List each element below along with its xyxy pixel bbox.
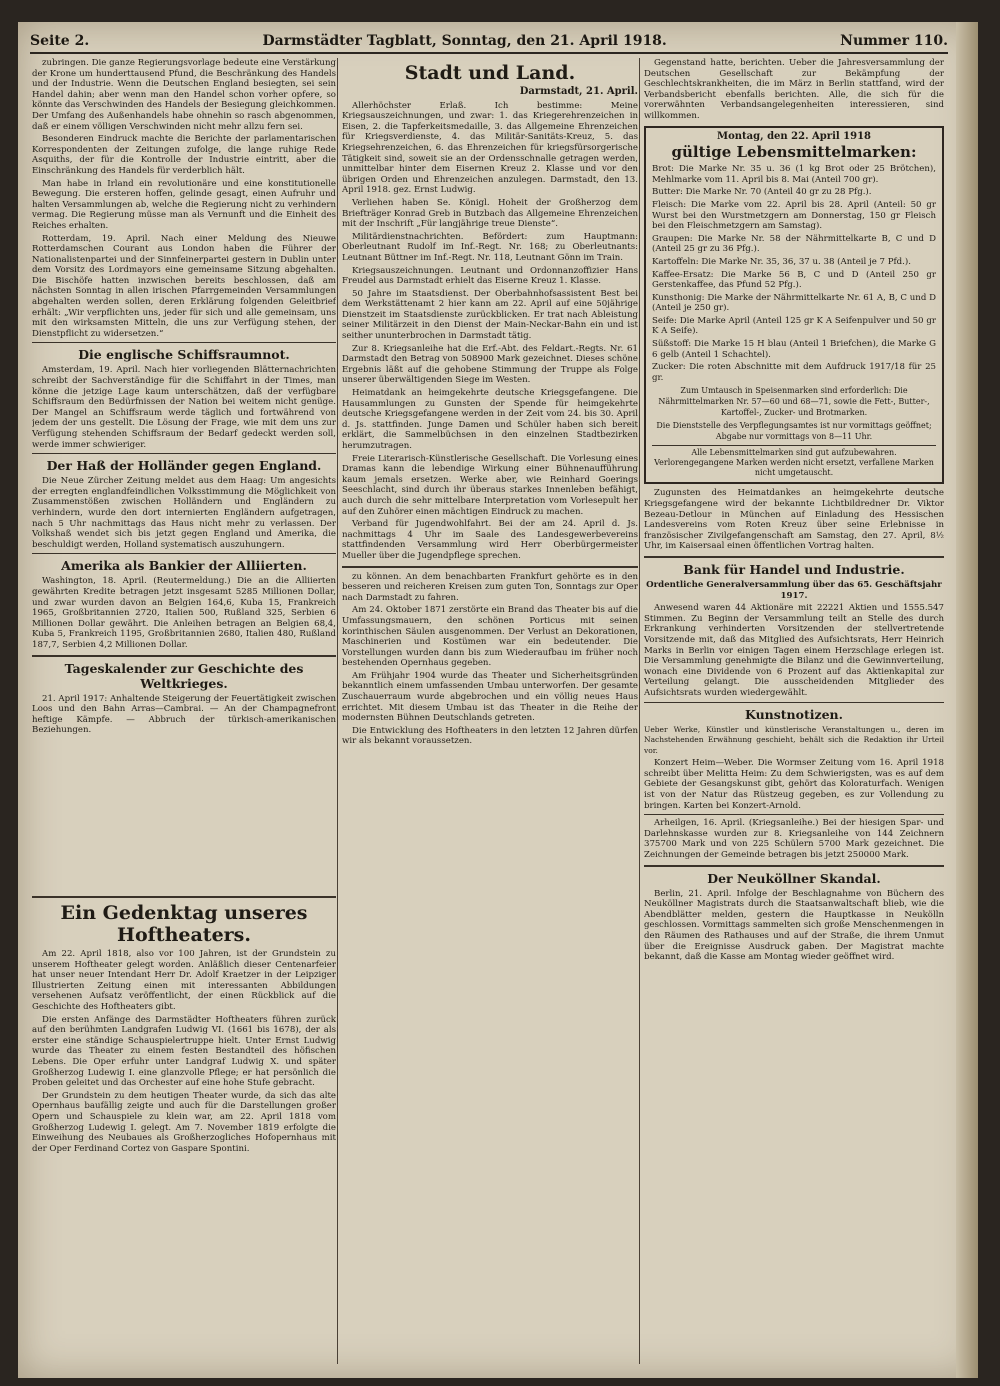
article-hass: Die Neue Zürcher Zeitung meldet aus dem Haag: Um angesichts der erregten englandfeindlichen Volksstimmung die Möglichkeit von Zusammenstößen zwischen Holländern und Engländern zu verhindern, wurde den dort internierten Engländern aufgetragen, nach 5 Uhr nachmittags das Haus nicht mehr zu verlassen. Der Volkshaß wendet sich bis jetzt gegen England und Amerika, die beschuldigt werden, Holland systematisch auszuhungern. xyxy=(32,476,336,550)
article-paragraph: Am 22. April 1818, also vor 100 Jahren, ist der Grundstein zu unserem Hoftheater gelegt worden. Anläßlich dieser Centenarfeier hat unser neuer Intendant Herr Dr. Adolf Kraetzer in der Leipziger Illustrierten Zeitung einen mit interessanten Abbildungen versehenen Aufsatz veröffentlicht, der einen Rückblick auf die Geschichte des Hoftheaters gibt. xyxy=(32,949,336,1012)
issue-number: Nummer 110. xyxy=(840,33,948,49)
notice-zugunsten: Zugunsten des Heimatdankes an heimgekehrte deutsche Kriegsgefangene wird der bekannte Lichtbildredner Dr. Viktor Bezeau-Detlour in München auf Einladung des Hessischen Landesvereins vom Roten Kreuz über seine Erlebnisse in französischer Zivilgefangenschaft am Samstag, den 27. April, 8½ Uhr, im Kaisersaal einen öffentlichen Vortrag halten. xyxy=(644,488,944,552)
article-kunst: Konzert Heim—Weber. Die Wormser Zeitung vom 16. April 1918 schreibt über Melitta Heim: Zu dem Schwierigsten, was es auf dem Gebiete der Gesangskunst gibt, gehört das Koloraturfach. Wenigen ist von der Natur das Rüstzeug gegeben, es zur Vollendung zu bringen. Karten bei Konzert-Arnold. xyxy=(644,758,944,811)
article-continuation: Gegenstand hatte, berichten. Ueber die Jahresversammlung der Deutschen Gesellschaft zur Bekämpfung der Geschlechtskrankheiten, die im März in Berlin stattfand, wird der Verbandsbericht ebenfalls berichten. Alle, die sich für die vorerwähnten Verbandsangelegenheiten interessieren, sind willkommen. xyxy=(644,58,944,121)
headline-gedenktag: Ein Gedenktag unseres Hoftheaters. xyxy=(60,902,308,946)
article-paragraph: Die Entwicklung des Hoftheaters in den letzten 12 Jahren dürfen wir als bekannt voraussetzen. xyxy=(342,725,638,747)
newspaper-page xyxy=(18,22,978,1378)
divider xyxy=(644,702,944,703)
divider xyxy=(644,814,944,815)
article-paragraph: Die ersten Anfänge des Darmstädter Hoftheaters führen zurück auf den berühmten Landgrafen Ludwig VI. (1661 bis 1678), der als erster eine ständige Schauspielertruppe hielt. Unter Ernst Ludwig wurde das Theater zu einem festen Bestandteil des höfischen Lebens. Die Oper erfuhr unter Landgraf Ludwig X. und später Großherzog Ludewig I. eine glanzvolle Pflege; er hat persönlich die Proben geleitet und das Orchester auf eine hohe Stufe gebracht. xyxy=(32,1014,336,1089)
warning-note: Alle Lebensmittelmarken sind gut aufzubewahren. Verlorengegangene Marken werden nicht ersetzt, verfallene Marken nicht umgetauscht. xyxy=(652,445,936,478)
ration-item: Zucker: Die roten Abschnitte mit dem Aufdruck 1917/18 für 25 gr. xyxy=(652,362,936,383)
ration-item: Kaffee-Ersatz: Die Marke 56 B, C und D (Anteil 250 gr Gerstenkaffee, das Pfund 52 Pfg.). xyxy=(652,269,936,291)
masthead-line: Darmstädter Tagblatt, Sonntag, den 21. April 1918. xyxy=(262,33,667,49)
divider xyxy=(644,865,944,867)
divider xyxy=(32,553,336,554)
ration-card-notice xyxy=(644,126,944,485)
exchange-note: Zum Umtausch in Speisenmarken sind erforderlich: Die Nährmittelmarken Nr. 57—60 und 68—71, sowie die Fett-, Butter-, Kartoffel-, Zucker- und Brotmarken. xyxy=(658,386,930,417)
notice-date: Montag, den 22. April 1918 xyxy=(717,130,871,142)
notice-jugendwohlfahrt: Verband für Jugendwohlfahrt. Bei der am 24. April d. Js. nachmittags 4 Uhr im Saale des Landesgewerbevereins stattfindenden Versammlung wird Herr Oberbürgermeister Mueller über die Jugendpflege sprechen. xyxy=(342,519,638,561)
divider xyxy=(342,566,638,568)
article-paragraph: Am 24. Oktober 1871 zerstörte ein Brand das Theater bis auf die Umfassungsmauern, den schönen Porticus mit seinen korinthischen Säulen ausgenommen. Der Verlust an Dekorationen, Maschinerien und Kostümen war ein bedeutender. Die Vorstellungen wurden dann bis zum Wiederaufbau im früher noch bestehenden Opernhaus gegeben. xyxy=(342,605,638,669)
notice-militaer: Militärdienstnachrichten. Befördert: zum Hauptmann: Oberleutnant Rudolf im Inf.-Regt. Nr. 168; zu Oberleutnants: Leutnant Büttner im Inf.-Regt. Nr. 118, Leutnant Gönn im Train. xyxy=(342,231,638,263)
bank-subtitle: Ordentliche Generalversammlung über das 65. Geschäftsjahr 1917. xyxy=(646,579,942,601)
column-rule-1 xyxy=(337,58,338,1364)
page-header xyxy=(30,30,948,54)
headline-tageskalender: Tageskalender zur Geschichte des Weltkrieges. xyxy=(64,660,304,691)
notice-title: gültige Lebensmittelmarken: xyxy=(671,143,917,162)
divider xyxy=(32,896,336,898)
notice-kriegsauszeichnungen: Kriegsauszeichnungen. Leutnant und Ordonnanzoffizier Hans Freudel aus Darmstadt erhielt das Eiserne Kreuz 1. Klasse. xyxy=(342,265,638,287)
divider xyxy=(32,342,336,343)
notice-heimatdank: Heimatdank an heimgekehrte deutsche Kriegsgefangene. Die Hausammlungen zu Gunsten der Spende für heimgekehrte deutsche Kriegsgefangene werden in der Zeit vom 24. bis 30. April d. Js. stattfinden. Junge Damen und Schüler haben sich bereit erklärt, die Sammelbüchsen in den einzelnen Stadtbezirken herumzutragen. xyxy=(342,388,638,451)
notice-anleihe: Zur 8. Kriegsanleihe hat die Erf.-Abt. des Feldart.-Regts. Nr. 61 Darmstadt den Betrag von 508900 Mark gezeichnet. Dieses schöne Ergebnis läßt auf die gehobene Stimmung der Truppe als Folge unserer überwältigenden Siege im Westen. xyxy=(342,343,638,386)
feuilleton-theater xyxy=(32,892,336,1362)
ration-item: Butter: Die Marke Nr. 70 (Anteil 40 gr zu 28 Pfg.). xyxy=(652,187,872,198)
office-hours-note: Die Dienststelle des Verpflegungsamtes ist nur vormittags geöffnet; Abgabe nur vormittags von 8—11 Uhr. xyxy=(656,421,932,441)
article-neukoelln: Berlin, 21. April. Infolge der Beschlagnahme von Büchern des Neuköllner Magistrats durch die Staatsanwaltschaft blieb, wie die Abendblätter melden, gestern die Hauptkasse in Neukölln geschlossen. Vormittags sammelten sich große Menschenmengen in den Räumen des Rathauses und auf der Straße, die ihrem Unmut über die Ereignisse Ausdruck gaben. Der Magistrat machte bekannt, daß die Kasse am Montag wieder geöffnet wird. xyxy=(644,888,944,963)
article-paragraph: Der Grundstein zu dem heutigen Theater wurde, da sich das alte Opernhaus baufällig zeigte und auch für die Darstellungen großer Opern und Schauspiele zu klein war, am 22. April 1818 vom Großherzog Ludewig I. gelegt. Am 7. November 1819 erfolgte die Einweihung des Neubaues als Großherzogliches Hofopernhaus mit der Oper Ferdinand Cortez von Gaspare Spontini. xyxy=(32,1090,336,1154)
article-amsterdam: Amsterdam, 19. April. Nach hier vorliegenden Blätternachrichten schreibt der Sachverständige für die Schiffahrt in der Times, man könne die jetzige Lage kaum unterschätzen, daß der verfügbare Schiffsraum den Bedürfnissen der Nation bei weitem nicht genüge. Der Mangel an Schiffsraum werde täglich und fortwährend von jedem der uns gestellt. Die Lösung der Frage, wie mit dem uns zur Verfügung stehenden Schiffsraum der Bedarf gedeckt werden soll, werde immer schwieriger. xyxy=(32,365,336,450)
notice-gesellschaft: Freie Literarisch-Künstlerische Gesellschaft. Die Vorlesung eines Dramas kann die lebendige Wirkung einer Bühnenaufführung kaum jemals ersetzen. Werke aber, wie Reinhard Goerings Seeschlacht, sind durch ihr überaus starkes Innenleben befähigt, auch durch die sehr mittelbare Interpretation vom Vorlesepult her auf den Zuhörer einen mächtigen Eindruck zu machen. xyxy=(342,453,638,517)
page-edge xyxy=(956,22,978,1378)
article-arheilgen: Arheilgen, 16. April. (Kriegsanleihe.) Bei der hiesigen Spar- und Darlehnskasse wurden zur 8. Kriegsanleihe von 144 Zeichnern 375700 Mark und von 225 Schülern 5700 Mark gezeichnet. Die Zeichnungen der Gemeinde betragen bis jetzt 250000 Mark. xyxy=(644,818,944,861)
ration-item: Seife: Die Marke April (Anteil 125 gr K A Seifenpulver und 50 gr K A Seife). xyxy=(652,315,936,337)
divider xyxy=(644,556,944,558)
ration-item: Süßstoff: Die Marke 15 H blau (Anteil 1 Briefchen), die Marke G 6 gelb (Anteil 1 Schachtel). xyxy=(652,339,936,360)
headline-hass: Der Haß der Holländer gegen England. xyxy=(46,458,322,474)
ration-item: Kunsthonig: Die Marke der Nährmittelkarte Nr. 61 A, B, C und D (Anteil je 250 gr). xyxy=(652,292,936,314)
dateline: Darmstadt, 21. April. xyxy=(519,86,638,97)
article-amerika: Washington, 18. April. (Reutermeldung.) Die an die Alliierten gewährten Kredite betragen jetzt insgesamt 5285 Millionen Dollar, und zwar wurden davon an Belgien 164,6, Kuba 15, Frankreich 1965, Großbritannien 2720, Italien 500, Rußland 325, Serbien 6 Millionen Dollar gewährt. Die Anleihen betragen an Belgien 68,4, Kuba 5, Frankreich 1195, Großbritannien 2680, Italien 480, Rußland 187,7, Serbien 4,2 Millionen Dollar. xyxy=(32,576,336,650)
column-2 xyxy=(342,58,638,1262)
article-paragraph: Man habe in Irland ein revolutionäre und eine konstitutionelle Bewegung. Die ersteren hoffen, gelinde gesagt, einen Aufruhr und halten Versammlungen ab, welche die Regierung nicht zu verhindern vermag. Die Regierung müsse man als Vernunft und die Einheit des Reiches erhalten. xyxy=(32,178,336,231)
ration-item: Kartoffeln: Die Marke Nr. 35, 36, 37 u. 38 (Anteil je 7 Pfd.). xyxy=(652,256,911,267)
ration-item: Fleisch: Die Marke vom 22. April bis 28. April (Anteil: 50 gr Wurst bei den Wurstmetzgern am Donnerstag, 150 gr Fleisch bei den Fleischmetzgern am Samstag). xyxy=(652,199,936,232)
article-paragraph: Besonderen Eindruck machte die Berichte der parlamentarischen Korrespondenten der Zeitungen zufolge, die lange ruhige Rede Asquiths, der für die Kontrolle der Industrie eintritt, aber die Einschränkung des Handels für verderblich hält. xyxy=(32,134,336,176)
notice-jubilaeum: 50 Jahre im Staatsdienst. Der Oberbahnhofsassistent Best bei dem Werkstättenamt 2 hier kann am 22. April auf eine 50jährige Dienstzeit im Staatsdienste zurückblicken. Er trat nach Ableistung seiner Militärzeit in den Dienst der Main-Neckar-Bahn ein und ist seither ununterbrochen in Darmstadt tätig. xyxy=(342,288,638,342)
article-tageskalender: 21. April 1917: Anhaltende Steigerung der Feuertätigkeit zwischen Loos und den Bahn Arras—Cambrai. — An der Champagnefront heftige Kämpfe. — Abbruch der türkisch-amerikanischen Beziehungen. xyxy=(32,693,336,736)
headline-bank: Bank für Handel und Industrie. xyxy=(683,561,905,577)
column-3 xyxy=(644,58,944,1348)
ration-item: Brot: Die Marke Nr. 35 u. 36 (1 kg Brot oder 25 Brötchen), Mehlmarke vom 11. April bis 8. Mai (Anteil 700 gr). xyxy=(652,164,936,185)
divider xyxy=(32,655,336,657)
headline-kunstnotizen: Kunstnotizen. xyxy=(744,706,844,722)
ration-item: Graupen: Die Marke Nr. 58 der Nährmittelkarte B, C und D (Anteil 25 gr zu 36 Pfg.). xyxy=(652,233,936,255)
page-number: Seite 2. xyxy=(30,33,90,49)
article-continuation: zubringen. Die ganze Regierungsvorlage bedeute eine Verstärkung der Krone um hunderttausend Pfund, die Beschränkung des Handels und der Industrie. Wenn die Deutschen England besiegten, sei sein Handel dahin; aber wenn man den Handel schon vorher opfere, so könnte das Verschwinden des Handels der Besiegung gleichkommen. Der Umfang des Außenhandels habe ohnehin so rasch abgenommen, daß er einem völligen Verschwinden nicht mehr allzu fern sei. xyxy=(32,58,336,132)
column-1 xyxy=(32,58,336,838)
headline-neukoelln: Der Neuköllner Skandal. xyxy=(707,870,881,886)
divider xyxy=(32,453,336,454)
notice-erlass: Allerhöchster Erlaß. Ich bestimme: Meine Kriegsauszeichnungen, und zwar: 1. das Kriegerehrenzeichen in Eisen, 2. die Tapferkeitsmedaille, 3. das Allgemeine Ehrenzeichen für Kriegsverdienste, 4. das Militär-Sanitäts-Kreuz, 5. das Kriegsehrenzeichen, 6. das Ehrenzeichen für kriegsfürsorgerische Tätigkeit sind, soweit sie an der Ordensschnalle getragen werden, unmittelbar hinter dem Eisernen Kreuz 2. Klasse und vor den übrigen Orden und Ehrenzeichen anzulegen. Darmstadt, den 13. April 1918. gez. Ernst Ludwig. xyxy=(342,100,638,196)
notice-verliehen: Verliehen haben Se. Königl. Hoheit der Großherzog dem Briefträger Konrad Greb in Butzbach das Allgemeine Ehrenzeichen mit der Inschrift „Für langjährige treue Dienste“. xyxy=(342,197,638,230)
article-paragraph: Am Frühjahr 1904 wurde das Theater und Sicherheitsgründen bekanntlich einem umfassenden Umbau unterworfen. Der gesamte Zuschauerraum wurde abgebrochen und ein völlig neues Haus errichtet. Mit diesem Umbau ist das Theater in die Reihe der modernsten Bühnen Deutschlands getreten. xyxy=(342,670,638,724)
headline-amerika: Amerika als Bankier der Alliierten. xyxy=(61,558,307,574)
headline-schiffsraumnot: Die englische Schiffsraumnot. xyxy=(78,347,290,363)
article-rotterdam: Rotterdam, 19. April. Nach einer Meldung des Nieuwe Rotterdamschen Courant aus London haben die Führer der Nationalistenpartei und der Sinnfeinerpartei gestern in Dublin unter dem Vorsitz des Lordmayors eine gemeinsame Sitzung abgehalten. Die Bischöfe hatten inzwischen bereits beschlossen, daß am nächsten Sonntag in allen irischen Pfarrgemeinden Versammlungen abgehalten werden sollen, deren Erklärung folgenden Geleitbrief erhält: „Wir verpflichten uns, jeder für sich und alle gemeinsam, uns mit den wirksamsten Mitteln, die uns zur Verfügung stehen, der Dienstpflicht zu widersetzen.“ xyxy=(32,233,336,339)
article-bank: Anwesend waren 44 Aktionäre mit 22221 Aktien und 1555.547 Stimmen. Zu Beginn der Versammlung teilt an Stelle des durch Erkrankung verhinderten Vorsitzenden der stellvertretende Vorsitzende mit, daß das Mitglied des Aufsichtsrats, Herr Heinrich Marks in Berlin vor einigen Tagen einem Herzschlage erlegen ist. Die Versammlung genehmigte die Bilanz und die Gewinnverteilung, wonach eine Dividende von 6 Prozent auf das Aktienkapital zur Verteilung gelangt. Die ausscheidenden Mitglieder des Aufsichtsrats wurden wiedergewählt. xyxy=(644,603,944,698)
column-rule-2 xyxy=(639,58,640,1364)
theater-continuation: zu können. An dem benachbarten Frankfurt gehörte es in den besseren und reicheren Kreisen zum guten Ton, Sonntags zur Oper nach Darmstadt zu fahren. xyxy=(342,571,638,603)
section-title: Stadt und Land. xyxy=(404,62,576,84)
kunst-disclaimer: Ueber Werke, Künstler und künstlerische Veranstaltungen u., deren im Nachstehenden Erwähnung geschieht, behält sich die Redaktion ihr Urteil vor. xyxy=(644,724,944,755)
